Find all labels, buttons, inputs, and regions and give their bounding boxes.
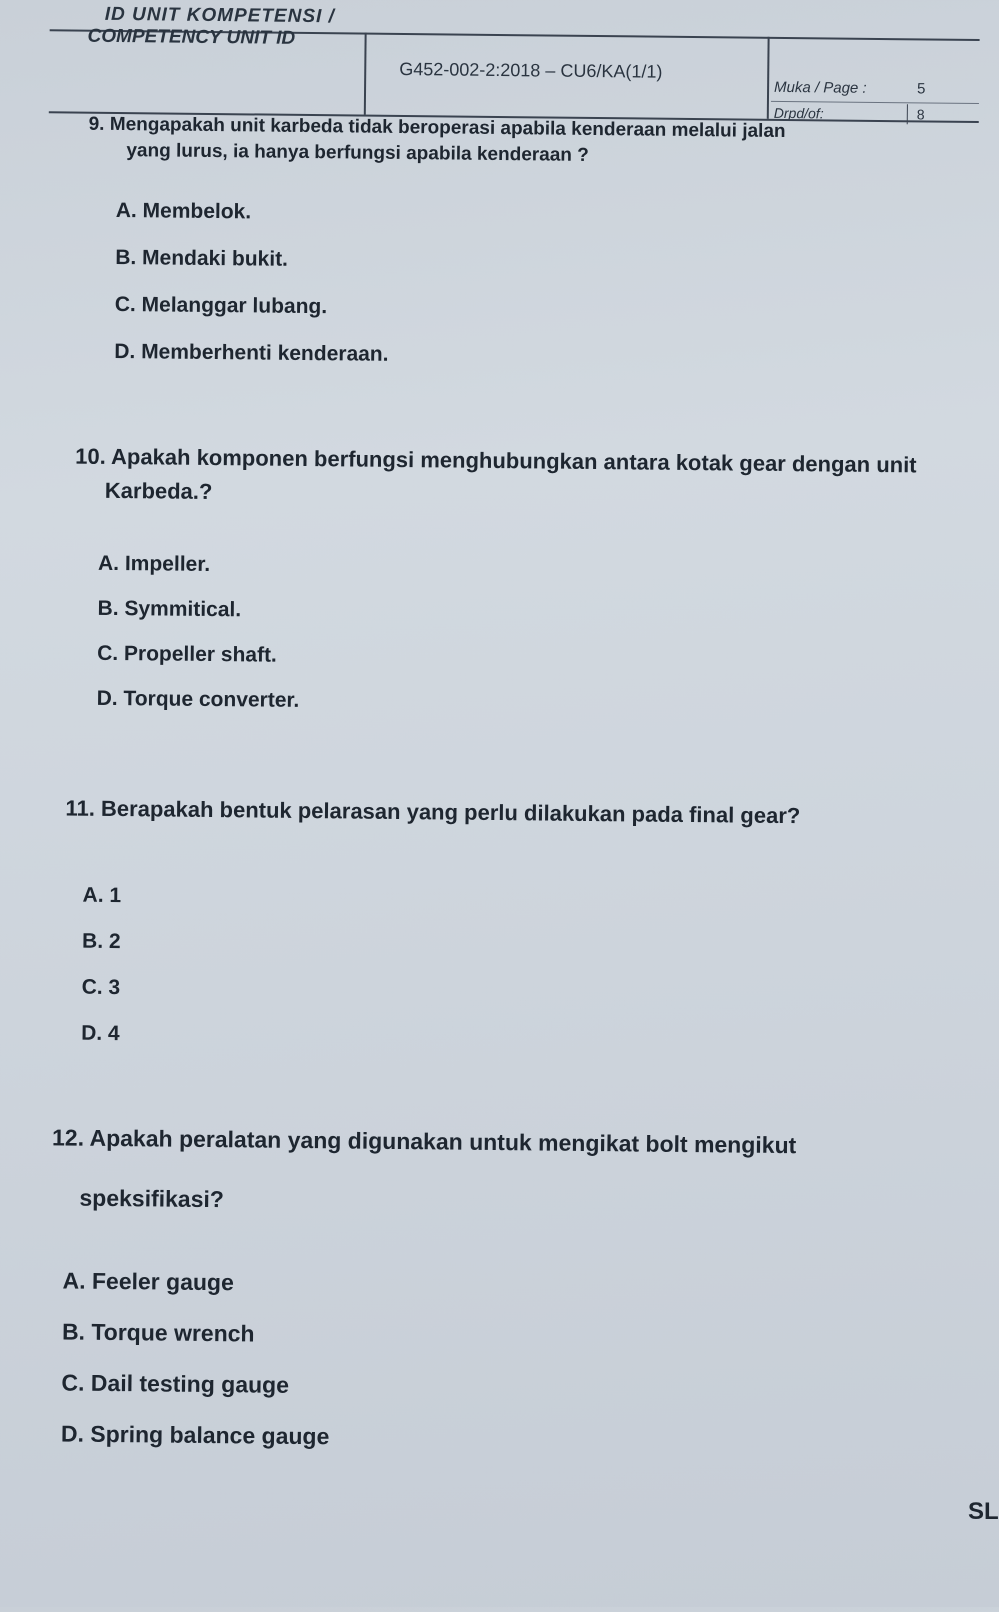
header-cell-divider bbox=[767, 37, 770, 119]
page-label: Muka / Page : bbox=[774, 78, 867, 97]
of-label: Drpd/of: bbox=[773, 104, 824, 122]
header-cell-divider bbox=[364, 33, 367, 115]
question-10-option-c[interactable]: C. Propeller shaft. bbox=[97, 641, 277, 667]
question-12-stem-line2: speksifikasi? bbox=[79, 1184, 225, 1213]
question-11-option-c[interactable]: C. 3 bbox=[81, 975, 121, 1000]
question-9-option-d[interactable]: D. Memberhenti kenderaan. bbox=[114, 339, 389, 366]
unit-code: G452-002-2:2018 – CU6/KA(1/1) bbox=[399, 58, 663, 82]
question-11-option-b[interactable]: B. 2 bbox=[82, 929, 121, 954]
page-row-divider bbox=[771, 101, 979, 104]
of-value: 8 bbox=[916, 106, 925, 123]
question-12 bbox=[51, 1111, 796, 1231]
question-9-stem-line2: yang lurus, ia hanya berfungsi apabila kenderaan ? bbox=[126, 140, 589, 166]
page-value: 5 bbox=[917, 80, 926, 98]
question-12-option-a[interactable]: A. Feeler gauge bbox=[62, 1267, 234, 1296]
cutoff-corner-text: SL bbox=[968, 1498, 999, 1525]
question-10-stem-line2: Karbeda.? bbox=[104, 477, 213, 505]
question-9-option-a[interactable]: A. Membelok. bbox=[115, 198, 252, 224]
question-10-option-b[interactable]: B. Symmitical. bbox=[97, 596, 242, 622]
question-10-option-a[interactable]: A. Impeller. bbox=[97, 551, 211, 576]
question-10-stem-line1: 10. Apakah komponen berfungsi menghubungkan antara kotak gear dengan unit bbox=[75, 443, 917, 478]
competency-header bbox=[49, 5, 980, 123]
header-title: ID UNIT KOMPETENSI / bbox=[104, 3, 336, 28]
question-10-option-d[interactable]: D. Torque converter. bbox=[96, 686, 300, 712]
question-9-option-c[interactable]: C. Melanggar lubang. bbox=[114, 292, 328, 319]
question-9-option-b[interactable]: B. Mendaki bukit. bbox=[115, 245, 289, 271]
question-12-stem-line1: 12. Apakah peralatan yang digunakan untuk mengikat bolt mengikut bbox=[51, 1124, 797, 1159]
question-10 bbox=[75, 440, 917, 517]
question-11-option-a[interactable]: A. 1 bbox=[82, 883, 122, 908]
question-9-stem-line1: 9. Mengapakah unit karbeda tidak beroperasi apabila kenderaan melalui jalan bbox=[88, 113, 786, 143]
unit-id-label: COMPETENCY UNIT ID bbox=[87, 25, 296, 49]
question-12-option-b[interactable]: B. Torque wrench bbox=[61, 1318, 255, 1347]
question-12-option-c[interactable]: C. Dail testing gauge bbox=[61, 1369, 290, 1398]
question-11-stem-line1: 11. Berapakah bentuk pelarasan yang perlu dilakukan pada final gear? bbox=[65, 795, 801, 829]
question-9 bbox=[88, 112, 785, 171]
question-11-option-d[interactable]: D. 4 bbox=[81, 1021, 120, 1046]
question-11 bbox=[65, 792, 800, 834]
question-12-option-d[interactable]: D. Spring balance gauge bbox=[60, 1420, 330, 1450]
